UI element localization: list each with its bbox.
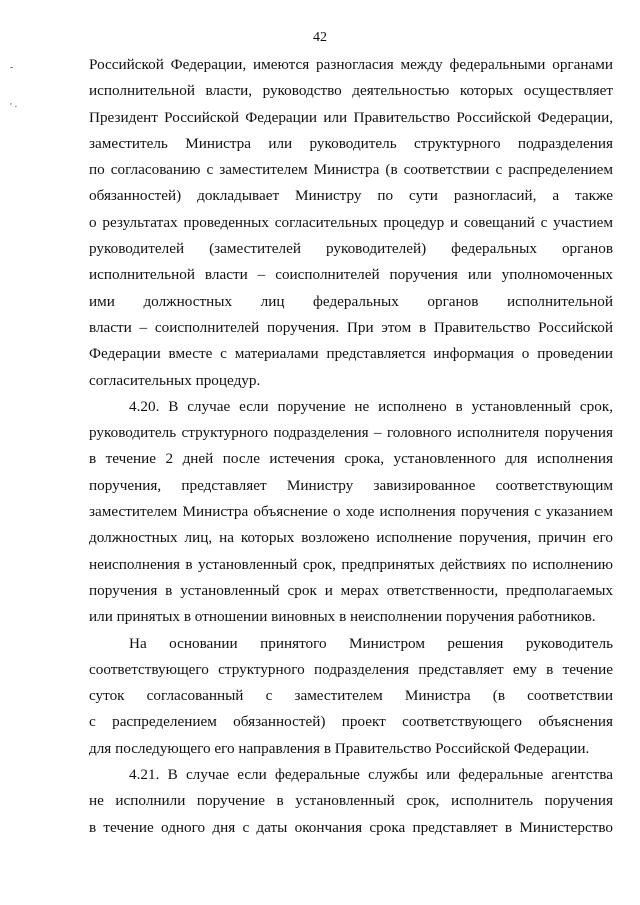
scan-mark: - <box>10 62 14 73</box>
page-number: 42 <box>313 30 327 45</box>
text-line: руководитель структурного подразделения – головного исполнителя поручения <box>89 424 613 442</box>
text-line: исполнительной власти, руководство деятельностью которых осуществляет <box>89 82 613 100</box>
document-body <box>89 52 613 841</box>
text-line: с распределением обязанностей) проект соответствующего объяснения <box>89 713 613 731</box>
text-line: неисполнения в установленный срок, предпринятых действиях по исполнению <box>89 555 613 573</box>
scan-mark: ' · <box>10 102 18 113</box>
text-line: власти – соисполнителей поручения. При этом в Правительство Российской <box>89 318 613 336</box>
paragraph <box>89 394 613 631</box>
text-line: для последующего его направления в Правительство Российской Федерации. <box>89 739 590 757</box>
text-line: в течение одного дня с даты окончания срока представляет в Министерство <box>89 818 613 836</box>
text-line: обязанностей) докладывает Министру по сути разногласий, а также <box>89 187 613 205</box>
text-line: в течение 2 дней после истечения срока, установленного для исполнения <box>89 450 613 468</box>
text-line: по согласованию с заместителем Министра (в соответствии с распределением <box>89 161 613 179</box>
text-line: должностных лиц, на которых возложено исполнение поручения, причин его <box>89 529 613 547</box>
text-line: о результатах проведенных согласительных процедур и совещаний с участием <box>89 213 613 231</box>
text-line: ими должностных лиц федеральных органов исполнительной <box>89 292 613 310</box>
text-line: не исполнили поручение в установленный срок, исполнитель поручения <box>89 792 613 810</box>
text-line: поручения в установленный срок и мерах ответственности, предполагаемых <box>89 581 613 599</box>
text-line: или принятых в отношении виновных в неисполнении поручения работников. <box>89 608 596 626</box>
text-line: На основании принятого Министром решения руководитель <box>129 634 613 652</box>
text-line: Президент Российской Федерации или Правительство Российской Федерации, <box>89 108 613 126</box>
text-line: соответствующего структурного подразделения представляет ему в течение <box>89 660 613 678</box>
text-line: заместитель Министра или руководитель структурного подразделения <box>89 134 613 152</box>
text-line: суток согласованный с заместителем Министра (в соответствии <box>89 687 613 705</box>
scan-marks <box>10 48 18 128</box>
text-line: Российской Федерации, имеются разногласия между федеральными органами <box>89 56 613 73</box>
text-line: согласительных процедур. <box>89 371 261 389</box>
text-line: заместителем Министра объяснение о ходе исполнения поручения с указанием <box>89 503 613 521</box>
text-line: 4.21. В случае если федеральные службы или федеральные агентства <box>129 766 613 784</box>
text-line: Федерации вместе с материалами представляется информация о проведении <box>89 345 613 363</box>
paragraph <box>89 762 613 841</box>
text-line: поручения, представляет Министру завизированное соответствующим <box>89 476 613 494</box>
paragraph <box>89 631 613 762</box>
paragraph <box>89 52 613 394</box>
text-line: руководителей (заместителей руководителей) федеральных органов <box>89 240 613 258</box>
text-line: 4.20. В случае если поручение не исполнено в установленный срок, <box>129 397 613 415</box>
text-line: исполнительной власти – соисполнителей поручения или уполномоченных <box>89 266 613 284</box>
